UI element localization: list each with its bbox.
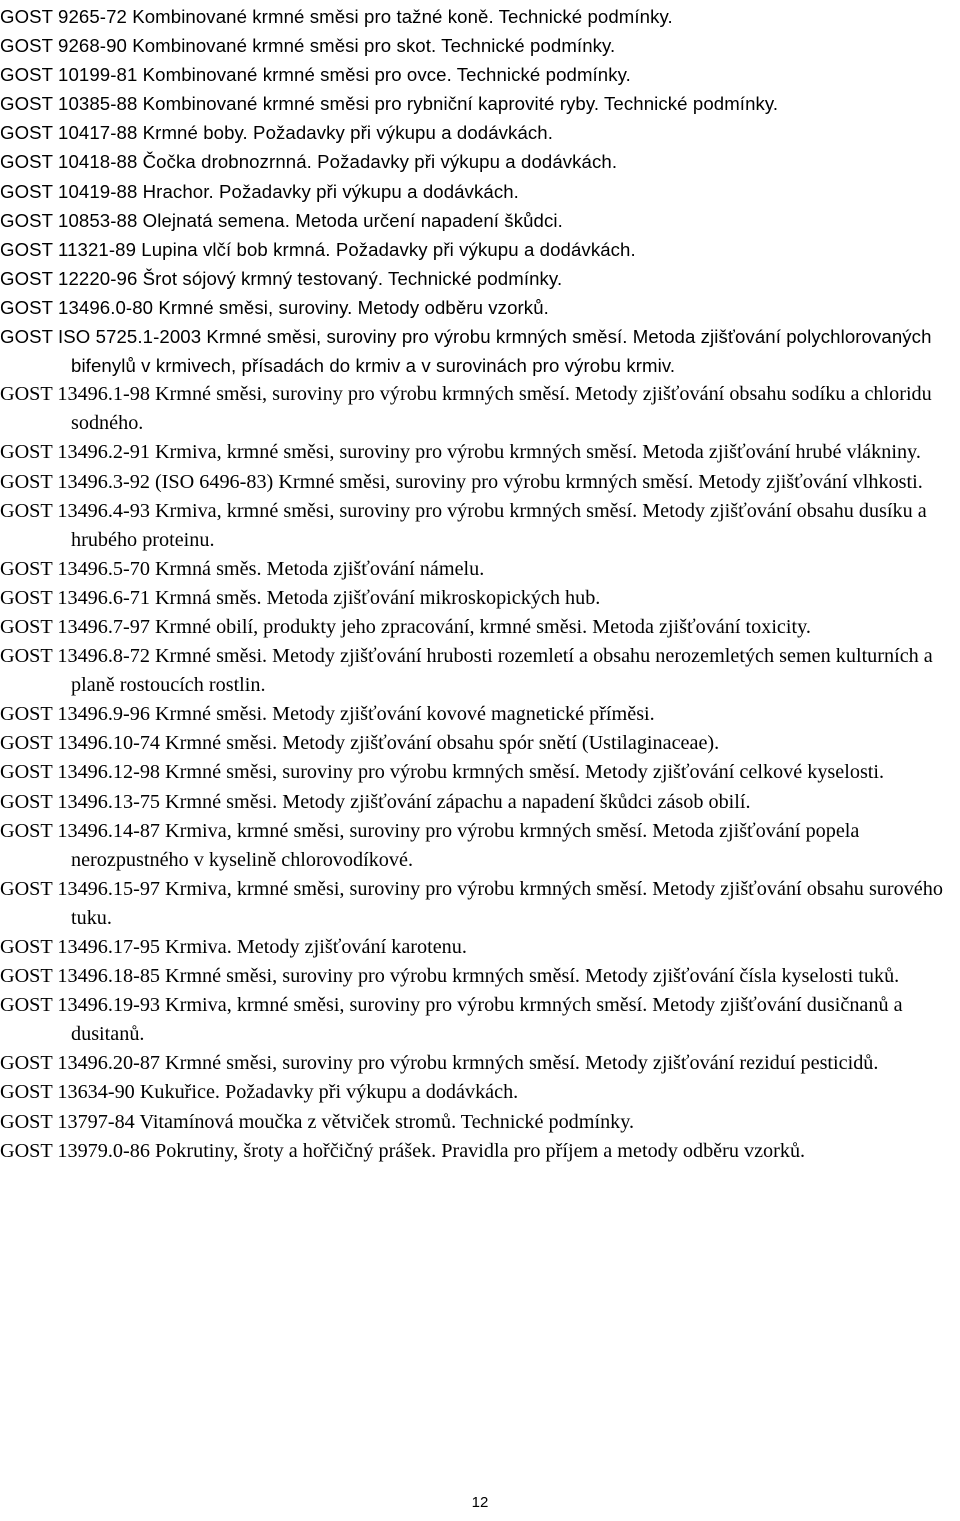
standard-entry: GOST 13496.14-87 Krmiva, krmné směsi, suroviny pro výrobu krmných směsí. Metoda zjišťování popela nerozpustného v kyselině chlorovodíkové. xyxy=(0,819,860,871)
standards-list xyxy=(0,2,956,1166)
standard-entry: GOST 13634-90 Kukuřice. Požadavky při výkupu a dodávkách. xyxy=(0,1081,519,1104)
standard-entry: GOST 13496.7-97 Krmné obilí, produkty jeho zpracování, krmné směsi. Metoda zjišťování toxicity. xyxy=(0,615,811,638)
standard-entry: GOST 13496.9-96 Krmné směsi. Metody zjišťování kovové magnetické příměsi. xyxy=(0,703,655,726)
standard-entry: GOST 9268-90 Kombinované krmné směsi pro skot. Technické podmínky. xyxy=(0,35,616,57)
standard-entry: GOST 13496.5-70 Krmná směs. Metoda zjišťování námelu. xyxy=(0,557,485,580)
standard-entry: GOST 13797-84 Vitamínová moučka z větviček stromů. Technické podmínky. xyxy=(0,1110,635,1133)
standard-entry: GOST 13496.6-71 Krmná směs. Metoda zjišťování mikroskopických hub. xyxy=(0,586,601,609)
standard-entry: GOST 13496.12-98 Krmné směsi, suroviny pro výrobu krmných směsí. Metody zjišťování celkové kyselosti. xyxy=(0,761,885,784)
standard-entry: GOST 13496.2-91 Krmiva, krmné směsi, suroviny pro výrobu krmných směsí. Metoda zjišťování hrubé vlákniny. xyxy=(0,441,921,464)
standard-entry: GOST 13496.10-74 Krmné směsi. Metody zjišťování obsahu spór snětí (Ustilaginaceae). xyxy=(0,732,720,755)
standard-entry: GOST 10418-88 Čočka drobnozrnná. Požadavky při výkupu a dodávkách. xyxy=(0,151,618,173)
standard-entry: GOST 13496.18-85 Krmné směsi, suroviny pro výrobu krmných směsí. Metody zjišťování čísla kyselosti tuků. xyxy=(0,965,900,988)
standard-entry: GOST 13496.0-80 Krmné směsi, suroviny. Metody odběru vzorků. xyxy=(0,296,549,318)
standard-entry: GOST 13496.19-93 Krmiva, krmné směsi, suroviny pro výrobu krmných směsí. Metody zjišťování dusičnanů a dusitanů. xyxy=(0,994,903,1046)
standard-entry: GOST 13979.0-86 Pokrutiny, šroty a hořčičný prášek. Pravidla pro příjem a metody odběru vzorků. xyxy=(0,1139,806,1162)
standard-entry: GOST 10199-81 Kombinované krmné směsi pro ovce. Technické podmínky. xyxy=(0,64,631,86)
standard-entry: GOST 13496.13-75 Krmné směsi. Metody zjišťování zápachu a napadení škůdci zásob obilí. xyxy=(0,790,751,813)
standard-entry: GOST 10419-88 Hrachor. Požadavky při výkupu a dodávkách. xyxy=(0,180,519,202)
standard-entry: GOST 11321-89 Lupina vlčí bob krmná. Požadavky při výkupu a dodávkách. xyxy=(0,238,636,260)
standard-entry: GOST 12220-96 Šrot sójový krmný testovaný. Technické podmínky. xyxy=(0,267,563,289)
standard-entry: GOST 9265-72 Kombinované krmné směsi pro tažné koně. Technické podmínky. xyxy=(0,6,673,27)
standard-entry: GOST 10417-88 Krmné boby. Požadavky při výkupu a dodávkách. xyxy=(0,122,553,144)
standard-entry: GOST 10385-88 Kombinované krmné směsi pro rybniční kaprovité ryby. Technické podmínky. xyxy=(0,93,779,115)
standard-entry: GOST 13496.17-95 Krmiva. Metody zjišťování karotenu. xyxy=(0,936,467,958)
standard-entry: GOST 10853-88 Olejnatá semena. Metoda určení napadení škůdci. xyxy=(0,209,563,231)
standard-entry: GOST 13496.3-92 (ISO 6496-83) Krmné směsi, suroviny pro výrobu krmných směsí. Metody zjišťování vlhkosti. xyxy=(0,470,923,493)
standard-entry: GOST 13496.20-87 Krmné směsi, suroviny pro výrobu krmných směsí. Metody zjišťování reziduí pesticidů. xyxy=(0,1052,879,1075)
standard-entry: GOST 13496.1-98 Krmné směsi, suroviny pro výrobu krmných směsí. Metody zjišťování obsahu sodíku a chloridu sodného. xyxy=(0,383,932,435)
standard-entry: GOST 13496.15-97 Krmiva, krmné směsi, suroviny pro výrobu krmných směsí. Metody zjišťování obsahu surového tuku. xyxy=(0,877,943,929)
page-number: 12 xyxy=(471,1494,489,1511)
standard-entry: GOST 13496.4-93 Krmiva, krmné směsi, suroviny pro výrobu krmných směsí. Metody zjišťování obsahu dusíku a hrubého proteinu. xyxy=(0,499,927,551)
standard-entry: GOST 13496.8-72 Krmné směsi. Metody zjišťování hrubosti rozemletí a obsahu nerozemletých semen kulturních a planě rostoucích rostlin. xyxy=(0,645,933,697)
standard-entry: GOST ISO 5725.1-2003 Krmné směsi, suroviny pro výrobu krmných směsí. Metoda zjišťování polychlorovaných bifenylů v krmivech, přísadách do krmiv a v surovinách pro výrobu krmiv. xyxy=(0,326,932,377)
